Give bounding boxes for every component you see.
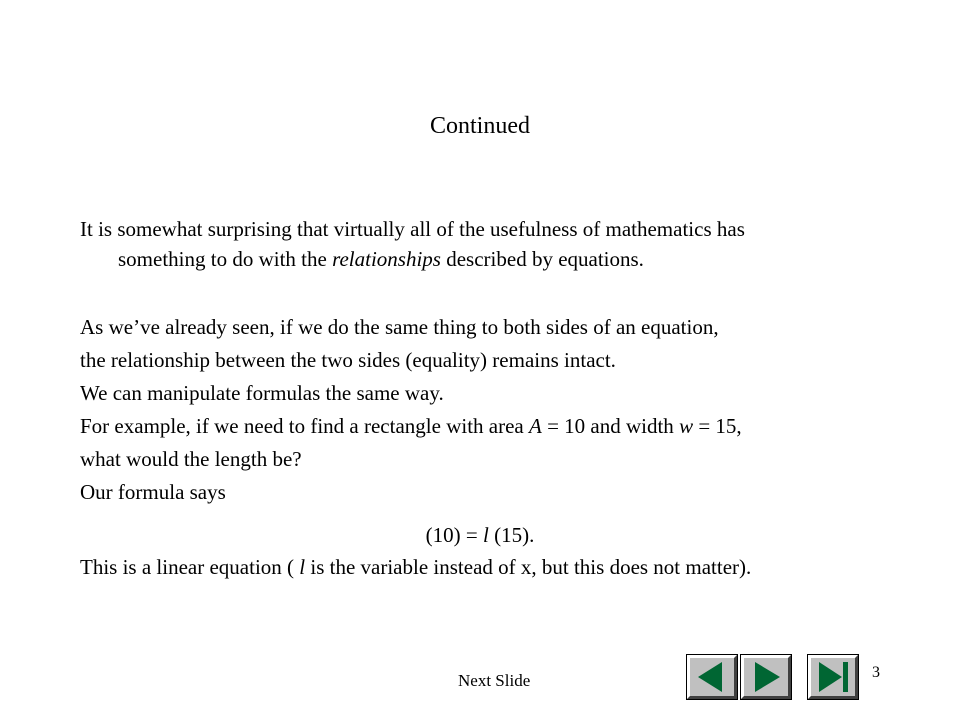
variable-w: w (679, 414, 694, 438)
arrow-end-icon (811, 658, 855, 696)
text-segment: This is a linear equation ( (80, 555, 300, 579)
text-line-formula-says: Our formula says (80, 480, 226, 504)
text-segment: = 15, (693, 414, 742, 438)
text-line-question: what would the length be? (80, 447, 302, 471)
text-segment: something to do with the (118, 247, 333, 271)
variable-l: l (483, 523, 489, 547)
paragraph-line: It is somewhat surprising that virtually all of the usefulness of mathematics has (80, 217, 745, 241)
paragraph-line (80, 244, 880, 274)
text-segment: For example, if we need to find a rectangle with area (80, 414, 529, 438)
next-slide-button[interactable] (741, 655, 791, 699)
text-segment: (15). (488, 523, 535, 547)
emphasis-relationships: relationships (332, 247, 441, 271)
slide-title: Continued (430, 113, 530, 139)
text-line-example (80, 411, 742, 441)
previous-slide-button[interactable] (687, 655, 737, 699)
equation (0, 520, 960, 550)
text-line-same-thing: As we’ve already seen, if we do the same thing to both sides of an equation, (80, 315, 719, 339)
text-line-relationship: the relationship between the two sides (equality) remains intact. (80, 348, 616, 372)
variable-a: A (528, 414, 542, 438)
text-segment: (10) = (425, 523, 483, 547)
variable-l: l (299, 555, 306, 579)
text-line-linear-equation (80, 552, 751, 582)
arrow-right-icon (744, 658, 788, 696)
last-slide-button[interactable] (808, 655, 858, 699)
text-segment: = 10 and width (541, 414, 680, 438)
text-segment: is the variable instead of x, but this does not matter). (305, 555, 752, 579)
arrow-left-icon (690, 658, 734, 696)
text-line-manipulate: We can manipulate formulas the same way. (80, 381, 444, 405)
next-slide-link[interactable]: Next Slide (458, 671, 531, 690)
text-segment: described by equations. (440, 247, 644, 271)
paragraph-usefulness (80, 214, 880, 274)
page-number: 3 (872, 664, 880, 681)
